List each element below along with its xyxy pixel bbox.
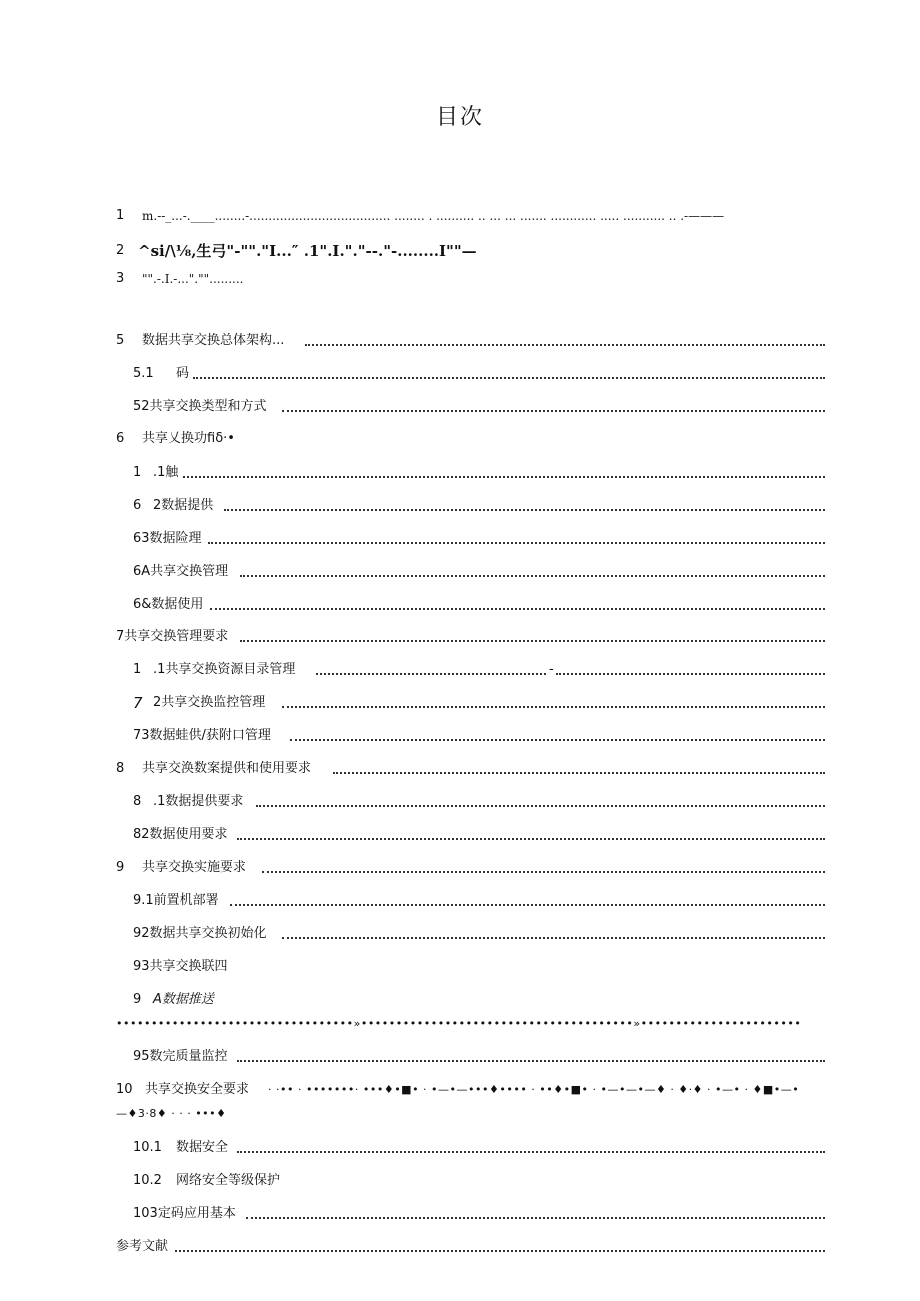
toc-entry[interactable] [0, 428, 920, 450]
entry-text: .1共享交换资源目录管理 [153, 662, 296, 677]
entry-text: 6A共享交换管理 [133, 564, 229, 579]
toc-entry[interactable] [0, 758, 920, 780]
entry-text: 参考文献 [116, 1239, 169, 1254]
toc-entry[interactable] [0, 561, 920, 583]
entry-number: 8 [116, 761, 125, 776]
dot-leader [183, 476, 825, 478]
toc-entry[interactable] [0, 462, 920, 484]
entry-number: 9 [133, 992, 142, 1007]
entry-text: m.--_...-.____........-..................................... ........ . .......... .. ... ... ....... ............ ..... ........... .. .-——— [142, 209, 725, 223]
entry-text: .1数据提供要求 [153, 794, 244, 809]
toc-entry[interactable] [0, 857, 920, 879]
dot-leader [240, 575, 825, 577]
dot-leader [210, 608, 825, 610]
entry-text: 92数据共享交换初始化 [133, 926, 267, 941]
entry-text: A数据推送 [153, 992, 214, 1007]
entry-text: 共享交换安全要求 [145, 1082, 250, 1097]
dot-leader [237, 1060, 825, 1062]
dot-leader [224, 509, 825, 511]
entry-text: 共享交换实施要求 [142, 860, 247, 875]
toc-entry[interactable] [0, 1236, 920, 1258]
toc-entry[interactable] [0, 240, 920, 262]
entry-text: 7共享交换管理要求 [116, 629, 229, 644]
entry-number: 5 [116, 333, 125, 348]
entry-number: 9 [116, 860, 125, 875]
dot-leader [208, 542, 825, 544]
bullet-leader: · ·•• · •••••••· •••♦•■• · •—•—•••♦•••• · ••♦•■• · •—•—•—♦ · ♦·♦ · •—• · ♦■•—• [268, 1083, 800, 1096]
dot-leader [237, 1151, 825, 1153]
entry-number: 3 [116, 271, 125, 286]
toc-entry[interactable] [0, 330, 920, 352]
toc-entry[interactable] [0, 725, 920, 747]
dot-leader [333, 772, 825, 774]
entry-text: 95数完质量监控 [133, 1049, 228, 1064]
toc-entry[interactable] [0, 1170, 920, 1192]
toc-entry[interactable] [0, 268, 920, 290]
toc-entry[interactable] [0, 396, 920, 418]
entry-text: 2共享交换监控管理 [153, 695, 266, 710]
dot-leader [282, 706, 825, 708]
dot-leader [230, 904, 825, 906]
toc-entry-continuation [0, 1103, 920, 1125]
toc-entry-dots [0, 1013, 920, 1035]
entry-text: 2数据提供 [153, 498, 214, 513]
entry-text: 数据安全 [176, 1140, 229, 1155]
dot-leader [290, 739, 825, 741]
toc-entry[interactable] [0, 363, 920, 385]
entry-number: 8 [133, 794, 142, 809]
toc-entry[interactable] [0, 205, 920, 227]
dot-leader [175, 1250, 825, 1252]
dot-leader [556, 673, 825, 675]
entry-text: 63数据险理 [133, 531, 202, 546]
toc-entry[interactable] [0, 495, 920, 517]
entry-number: 6 [116, 431, 125, 446]
toc-entry[interactable] [0, 1079, 920, 1101]
entry-number: 1 [133, 662, 142, 677]
toc-entry[interactable] [0, 626, 920, 648]
dot-leader [193, 377, 825, 379]
entry-text: 码 [176, 366, 190, 381]
bullet-leader: ••••••••••••••••••••••••••••••••••»•••••••••••••••••••••••••••••••••••••••»••••••••••••••••••••••• [116, 1017, 802, 1030]
entry-number: 10 [116, 1082, 133, 1097]
toc-entry[interactable] [0, 659, 920, 681]
entry-text: 数据共享交换总体架构... [142, 333, 285, 348]
toc-entry[interactable] [0, 923, 920, 945]
dot-leader [237, 838, 825, 840]
entry-text: 9.1前置机部署 [133, 893, 219, 908]
toc-entry[interactable] [0, 1203, 920, 1225]
entry-tail: - [549, 662, 554, 677]
entry-text: 82数据使用要求 [133, 827, 228, 842]
toc-entry[interactable] [0, 791, 920, 813]
entry-text: 网络安全等级保护 [176, 1173, 281, 1188]
entry-number: 5.1 [133, 366, 154, 381]
entry-number: 1 [133, 465, 142, 480]
dot-leader [316, 673, 546, 675]
toc-entry[interactable] [0, 824, 920, 846]
toc-entry[interactable] [0, 989, 920, 1011]
dot-leader [246, 1217, 825, 1219]
toc-entry[interactable] [0, 1137, 920, 1159]
dot-leader [262, 871, 825, 873]
entry-text: 52共享交换类型和方式 [133, 399, 267, 414]
toc-entry[interactable] [0, 528, 920, 550]
entry-number: 10.2 [133, 1173, 162, 1188]
entry-text: 共享交涣数案提供和使用要求 [142, 761, 312, 776]
toc-entry[interactable] [0, 692, 920, 714]
toc-entry[interactable] [0, 890, 920, 912]
dot-leader [256, 805, 825, 807]
dot-leader [282, 937, 825, 939]
entry-text: "".-.I.-...".""......... [142, 272, 244, 286]
entry-text: 93共享交换联四 [133, 959, 228, 974]
entry-number: 10.1 [133, 1140, 162, 1155]
entry-number: 6 [133, 498, 142, 513]
page-title: 目次 [435, 105, 484, 130]
entry-number: 7 [133, 694, 143, 712]
dot-leader [305, 344, 825, 346]
toc-entry[interactable] [0, 594, 920, 616]
toc-entry[interactable] [0, 1046, 920, 1068]
entry-text: 103定码应用基本 [133, 1206, 236, 1221]
entry-text: 共享乂换功fiδ·• [142, 431, 235, 446]
entry-number: 2 [116, 243, 125, 258]
entry-text: .1触 [153, 465, 179, 480]
bullet-leader: —♦3·8♦ · · · •••♦ [116, 1107, 227, 1120]
entry-text: 73数据蛙供/获附口管理 [133, 728, 271, 743]
entry-number: 1 [116, 208, 125, 223]
entry-text: ^si/\⅛,生弓"-""."I...″ .1".I."."--."-........I""— [138, 242, 477, 260]
dot-leader [240, 640, 825, 642]
dot-leader [282, 410, 825, 412]
entry-text: 6&数据使用 [133, 597, 204, 612]
toc-entry[interactable] [0, 956, 920, 978]
